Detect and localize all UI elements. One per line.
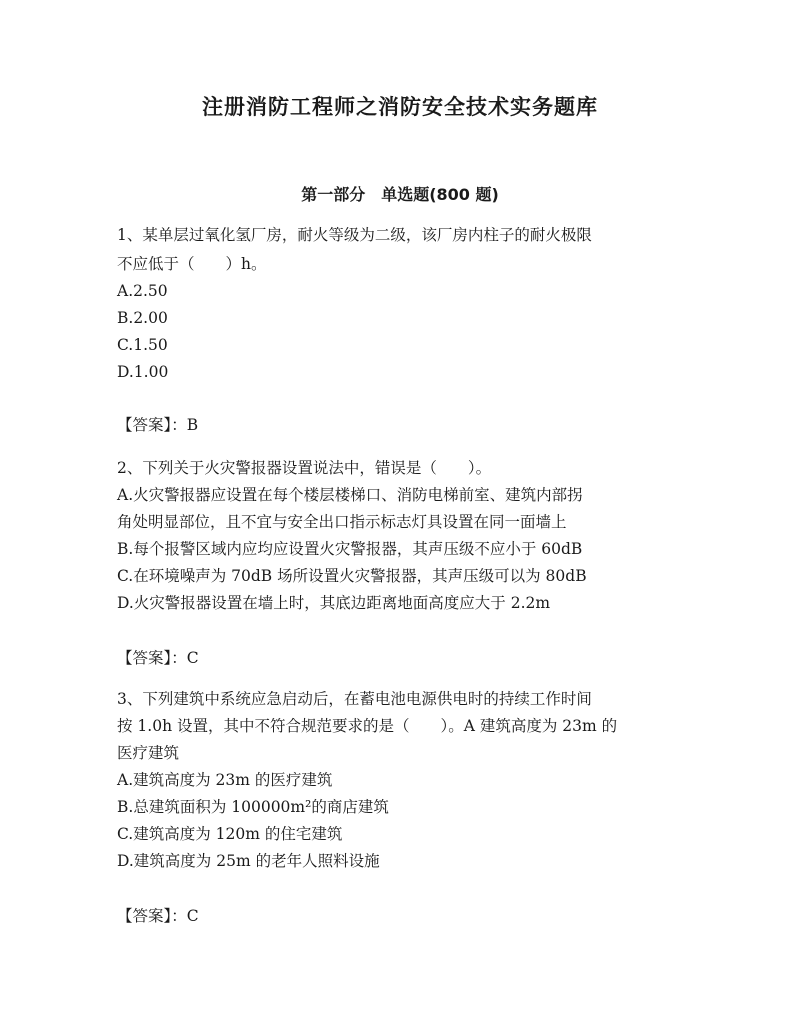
- question-1-stem-line-2: 不应低于（ ）h。: [117, 255, 267, 273]
- question-1-option-a: A.2.50: [117, 282, 168, 300]
- document-title: 注册消防工程师之消防安全技术实务题库: [202, 95, 598, 119]
- question-3-answer: 【答案】：C: [117, 907, 199, 925]
- question-3-option-d: D.建筑高度为 25m 的老年人照料设施: [117, 852, 380, 870]
- question-1-option-c: C.1.50: [117, 336, 168, 354]
- question-2-option-a-line-2: 角处明显部位，且不宜与安全出口指示标志灯具设置在同一面墙上: [117, 513, 567, 531]
- question-1-answer: 【答案】：B: [117, 416, 199, 434]
- question-2-option-c: C.在环境噪声为 70dB 场所设置火灾警报器，其声压级可以为 80dB: [117, 567, 587, 585]
- question-3-option-c: C.建筑高度为 120m 的住宅建筑: [117, 825, 343, 843]
- question-1-option-b: B.2.00: [117, 309, 168, 327]
- question-2-stem-line-1: 2、下列关于火灾警报器设置说法中，错误是（ ）。: [117, 459, 492, 477]
- question-3-stem-line-3: 医疗建筑: [117, 744, 180, 762]
- question-1-option-d: D.1.00: [117, 363, 169, 381]
- question-2-option-b: B.每个报警区域内应均应设置火灾警报器，其声压级不应小于 60dB: [117, 540, 583, 558]
- question-3-option-a: A.建筑高度为 23m 的医疗建筑: [117, 771, 333, 789]
- section-title: 第一部分 单选题(800 题): [301, 185, 499, 204]
- question-2-option-d: D.火灾警报器设置在墙上时，其底边距离地面高度应大于 2.2m: [117, 594, 551, 612]
- question-2-option-a-line-1: A.火灾警报器应设置在每个楼层楼梯口、消防电梯前室、建筑内部拐: [117, 486, 583, 504]
- question-3-option-b: B.总建筑面积为 100000m²的商店建筑: [117, 798, 389, 816]
- question-1-stem-line-1: 1、某单层过氧化氢厂房，耐火等级为二级，该厂房内柱子的耐火极限: [117, 226, 592, 244]
- question-3-stem-line-1: 3、下列建筑中系统应急启动后，在蓄电池电源供电时的持续工作时间: [117, 690, 592, 708]
- question-2-answer: 【答案】：C: [117, 649, 199, 667]
- question-3-stem-line-2: 按 1.0h 设置，其中不符合规范要求的是（ ）。A 建筑高度为 23m 的: [117, 717, 618, 735]
